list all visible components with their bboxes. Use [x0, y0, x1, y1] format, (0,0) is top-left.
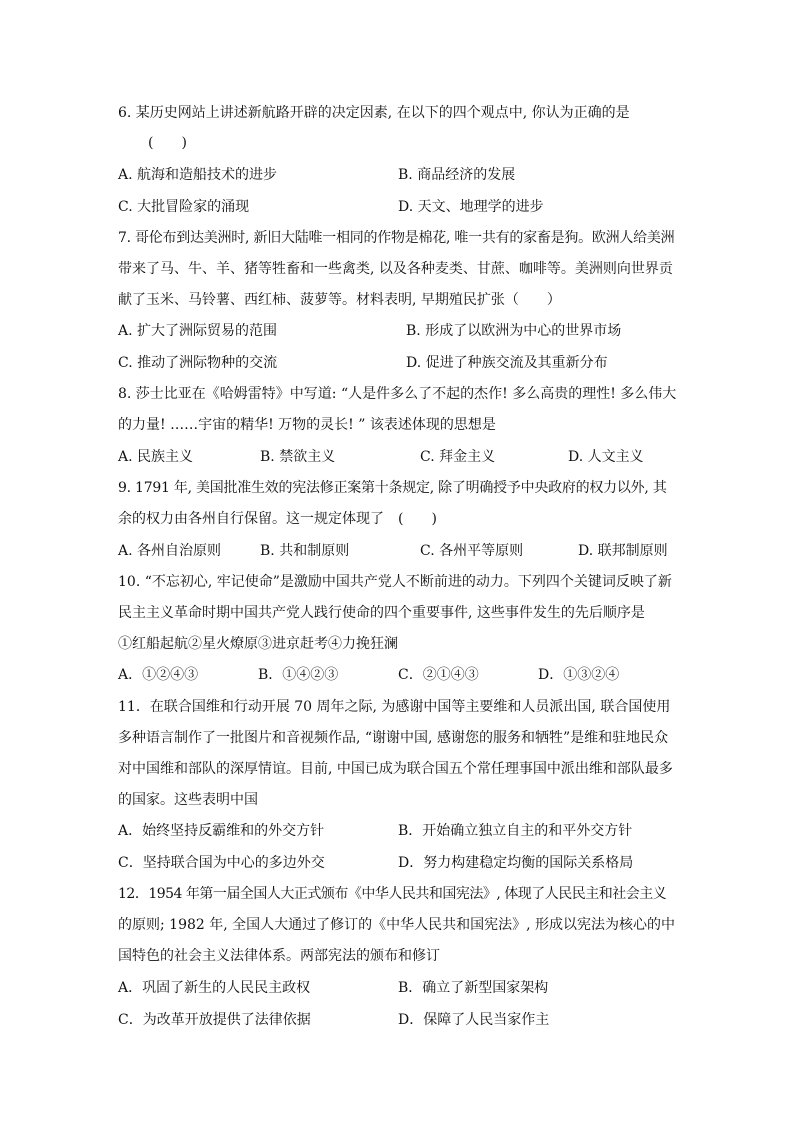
q11-option-d: D．努力构建稳定均衡的国际关系格局	[398, 855, 634, 871]
q6-option-c: C. 大批冒险家的涌现	[118, 199, 250, 215]
q12-option-b: B．确立了新型国家架构	[398, 980, 549, 996]
q7-stem-line-3: 献了玉米、马铃薯、西红柿、菠萝等。材料表明, 早期殖民扩张（ ）	[118, 292, 561, 308]
q10-option-b: B．①④②③	[258, 667, 339, 683]
q12-option-a: A．巩固了新生的人民民主政权	[118, 980, 311, 996]
q8-stem-line-1: 8. 莎士比亚在《哈姆雷特》中写道: “人是件多么了不起的杰作! 多么高贵的理性! 多么伟大	[118, 386, 677, 402]
q11-stem-line-2: 多种语言制作了一批图片和音视频作品, “谢谢中国, 感谢您的服务和牺牲”是维和驻地民众	[118, 730, 669, 746]
q11-stem-line-3: 对中国维和部队的深厚情谊。目前, 中国已成为联合国五个常任理事国中派出维和部队最多	[118, 761, 673, 777]
q10-stem-line-2: 民主主义革命时期中国共产党人践行使命的四个重要事件, 这些事件发生的先后顺序是	[118, 605, 645, 621]
q9-option-d: D. 联邦制原则	[578, 543, 668, 559]
q7-option-c: C. 推动了洲际物种的交流	[118, 355, 278, 371]
q6-answer-bracket: ( )	[148, 135, 187, 151]
q7-option-d: D. 促进了种族交流及其重新分布	[406, 355, 608, 371]
q10-option-d: D．①③②④	[538, 667, 620, 683]
q7-option-a: A. 扩大了洲际贸易的范围	[118, 323, 278, 339]
q12-stem-line-2: 的原则; 1982 年, 全国人大通过了修订的《中华人民共和国宪法》, 形成以宪法为核心的中	[118, 917, 676, 933]
q11-option-a: A．始终坚持反霸维和的外交方针	[118, 823, 325, 839]
q7-stem-line-2: 带来了马、牛、羊、猪等牲畜和一些禽类, 以及各种麦类、甘蔗、咖啡等。美洲则向世界贡	[118, 261, 673, 277]
q11-option-b: B．开始确立独立自主的和平外交方针	[398, 823, 633, 839]
q12-option-d: D．保障了人民当家作主	[398, 1012, 550, 1028]
q10-option-a: A．①②④③	[118, 667, 199, 683]
q8-option-a: A. 民族主义	[118, 449, 194, 465]
q10-option-c: C．②①④③	[398, 667, 479, 683]
q6-option-b: B. 商品经济的发展	[398, 167, 516, 183]
q9-option-a: A. 各州自治原则	[118, 543, 222, 559]
q10-stem-line-3: ①红船起航②星火燎原③进京赶考④力挽狂澜	[118, 636, 398, 652]
q7-option-b: B. 形成了以欧洲为中心的世界市场	[406, 323, 622, 339]
q6-option-d: D. 天文、地理学的进步	[398, 199, 544, 215]
q10-stem-line-1: 10. “不忘初心, 牢记使命”是激励中国共产党人不断前进的动力。下列四个关键词反映了新	[118, 574, 672, 590]
q6-option-a: A. 航海和造船技术的进步	[118, 167, 278, 183]
q9-stem-line-2: 余的权力由各州自行保留。这一规定体现了 ( )	[118, 511, 437, 527]
q12-option-c: C．为改革开放提供了法律依据	[118, 1012, 311, 1028]
q11-option-c: C．坚持联合国为中心的多边外交	[118, 855, 325, 871]
q9-option-b: B. 共和制原则	[260, 543, 350, 559]
q9-option-c: C. 各州平等原则	[420, 543, 524, 559]
q8-stem-line-2: 的力量! ……宇宙的精华! 万物的灵长! ” 该表述体现的思想是	[118, 417, 496, 433]
q8-option-b: B. 禁欲主义	[260, 449, 336, 465]
q11-stem-line-1: 11．在联合国维和行动开展 70 周年之际, 为感谢中国等主要维和人员派出国, 联合国使用	[118, 699, 671, 715]
q11-stem-line-4: 的国家。这些表明中国	[118, 792, 258, 808]
q12-stem-line-1: 12．1954 年第一届全国人大正式颁布《中华人民共和国宪法》, 体现了人民民主和社会主义	[118, 886, 667, 902]
q9-stem-line-1: 9. 1791 年, 美国批准生效的宪法修正案第十条规定, 除了明确授予中央政府的权力以外, 其	[118, 480, 667, 496]
q7-stem-line-1: 7. 哥伦布到达美洲时, 新旧大陆唯一相同的作物是棉花, 唯一共有的家畜是狗。欧洲人给美洲	[118, 230, 675, 246]
q8-option-c: C. 拜金主义	[420, 449, 496, 465]
q8-option-d: D. 人文主义	[568, 449, 644, 465]
q12-stem-line-3: 国特色的社会主义法律体系。两部宪法的颁布和修订	[118, 948, 440, 964]
q6-stem-line-1: 6. 某历史网站上讲述新航路开辟的决定因素, 在以下的四个观点中, 你认为正确的是	[118, 105, 630, 121]
